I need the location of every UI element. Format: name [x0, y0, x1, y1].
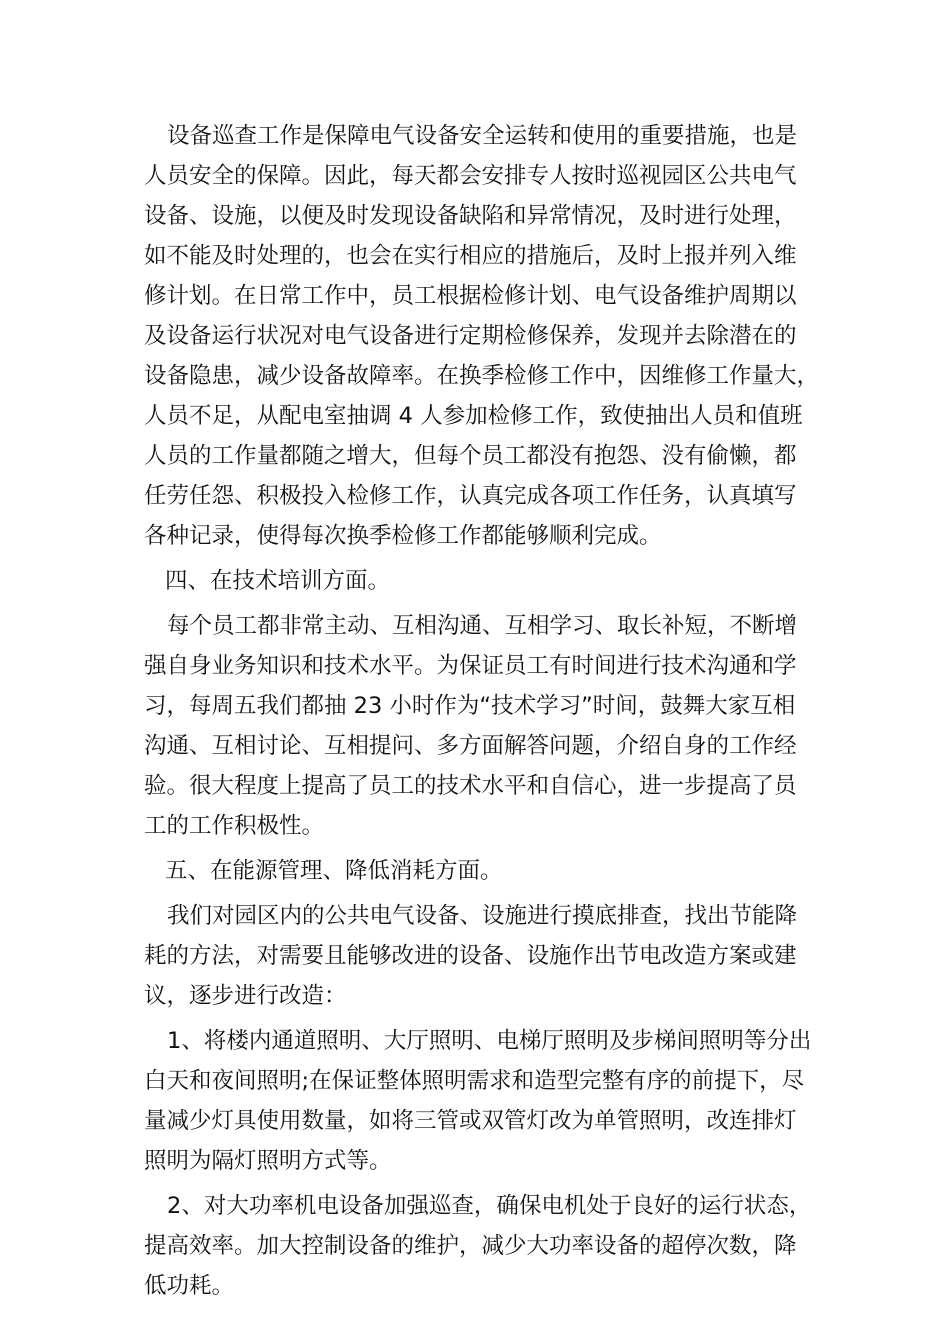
text-line: 强自身业务知识和技术水平。为保证员工有时间进行技术沟通和学 [144, 653, 797, 679]
text-line: 设备巡查工作是保障电气设备安全运转和使用的重要措施，也是 [167, 123, 798, 149]
section-heading: 五、在能源管理、降低消耗方面。 [165, 858, 503, 884]
text-line: 人员的工作量都随之增大，但每个员工都没有抱怨、没有偷懒，都 [144, 443, 797, 469]
text-line: 习，每周五我们都抽 23 小时作为“技术学习”时间，鼓舞大家互相 [144, 693, 796, 719]
text-line: 及设备运行状况对电气设备进行定期检修保养，发现并去除潜在的 [144, 323, 797, 349]
text-line: 沟通、互相讨论、互相提问、多方面解答问题，介绍自身的工作经 [144, 733, 797, 759]
text-line: 任劳任怨、积极投入检修工作，认真完成各项工作任务，认真填写 [144, 483, 797, 509]
text-line: 白天和夜间照明;在保证整体照明需求和造型完整有序的前提下，尽 [144, 1068, 805, 1094]
section-heading: 四、在技术培训方面。 [165, 568, 391, 594]
text-line: 议，逐步进行改造： [144, 983, 347, 1009]
text-line: 量减少灯具使用数量，如将三管或双管灯改为单管照明，改连排灯 [144, 1108, 797, 1134]
list-item: 2、对大功率机电设备加强巡查，确保电机处于良好的运行状态， [167, 1193, 812, 1219]
text-line: 低功耗。 [144, 1273, 235, 1299]
text-line: 每个员工都非常主动、互相沟通、互相学习、取长补短，不断增 [167, 613, 798, 639]
list-item: 1、将楼内通道照明、大厅照明、电梯厅照明及步梯间照明等分出 [167, 1028, 812, 1054]
text-line: 人员安全的保障。因此，每天都会安排专人按时巡视园区公共电气 [144, 163, 797, 189]
text-line: 照明为隔灯照明方式等。 [144, 1148, 392, 1174]
text-line: 人员不足，从配电室抽调 4 人参加检修工作，致使抽出人员和值班 [144, 403, 803, 429]
text-line: 提高效率。加大控制设备的维护，减少大功率设备的超停次数，降 [144, 1233, 797, 1259]
text-line: 我们对园区内的公共电气设备、设施进行摸底排查，找出节能降 [167, 903, 798, 929]
text-line: 修计划。在日常工作中，员工根据检修计划、电气设备维护周期以 [144, 283, 797, 309]
text-line: 工的工作积极性。 [144, 813, 325, 839]
text-line: 耗的方法，对需要且能够改进的设备、设施作出节电改造方案或建 [144, 943, 797, 969]
text-line: 如不能及时处理的，也会在实行相应的措施后，及时上报并列入维 [144, 243, 797, 269]
text-line: 各种记录，使得每次换季检修工作都能够顺利完成。 [144, 523, 662, 549]
text-line: 验。很大程度上提高了员工的技术水平和自信心，进一步提高了员 [144, 773, 797, 799]
text-line: 设备隐患，减少设备故障率。在换季检修工作中，因维修工作量大， [144, 363, 820, 389]
text-line: 设备、设施，以便及时发现设备缺陷和异常情况，及时进行处理， [144, 203, 797, 229]
